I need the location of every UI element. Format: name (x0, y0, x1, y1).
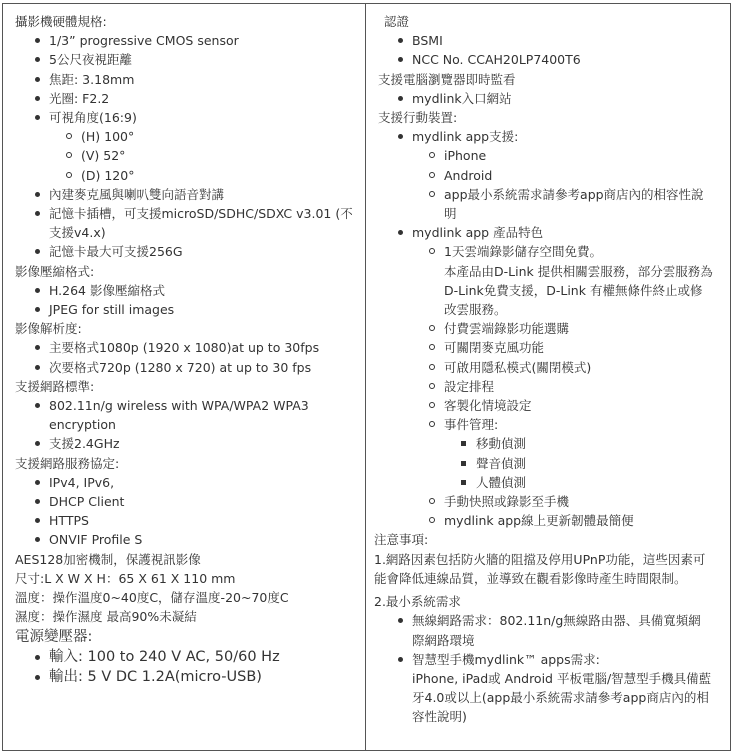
list-item: ONVIF Profile S (15, 530, 360, 549)
list-item: mydlink app 產品特色 (378, 223, 723, 242)
list-item: 移動偵測 (378, 434, 723, 453)
list-item: 事件管理: (378, 415, 723, 434)
list-item: app最小系統需求請參考app商店內的相容性說明 (378, 185, 714, 223)
compression-title: 影像壓縮格式: (15, 263, 95, 279)
aes-text: AES128加密機制，保護視訊影像 (15, 551, 201, 567)
column-divider (365, 3, 366, 751)
network-title: 支援網路標準: (15, 378, 95, 394)
resolution-title: 影像解析度: (15, 321, 82, 337)
list-item: 內建麥克風與喇叭雙向語音對講 (15, 185, 360, 204)
list-item: mydlink app支援: (378, 127, 723, 146)
mobile-title: 支援行動裝置: (378, 110, 458, 126)
list-item: NCC No. CCAH20LP7400T6 (378, 50, 723, 69)
list-item: JPEG for still images (15, 300, 360, 319)
list-item: 輸入: 100 to 240 V AC, 50/60 Hz (15, 647, 360, 667)
list-item: IPv4, IPv6, (15, 473, 360, 492)
list-item: mydlink入口網站 (378, 89, 723, 108)
list-item: iPhone (378, 146, 723, 165)
list-item: 手動快照或錄影至手機 (378, 492, 723, 511)
list-item: 付費雲端錄影功能選購 (378, 319, 723, 338)
list-item: 可視角度(16:9) (15, 108, 360, 127)
list-item: 可啟用隱私模式(關閉模式) (378, 358, 723, 377)
list-item: 1天雲端錄影儲存空間免費。 (378, 242, 723, 261)
list-item: 焦距: 3.18mm (15, 70, 360, 89)
list-item: DHCP Client (15, 492, 360, 511)
right-column (374, 12, 723, 727)
list-item: H.264 影像壓縮格式 (15, 281, 360, 300)
list-item: 設定排程 (378, 377, 723, 396)
list-item: 5公尺夜視距離 (15, 50, 360, 69)
protocol-title: 支援網路服務協定: (15, 455, 120, 471)
list-item: 無線網路需求：802.11n/g無線路由器、具備寬頻網際網路環境 (378, 611, 712, 649)
list-item: (D) 120° (15, 166, 360, 185)
certification-title: 認證 (384, 14, 410, 29)
left-column (15, 12, 360, 687)
list-item: 記憶卡最大可支援256G (15, 242, 360, 261)
temperature-text: 溫度：操作溫度0~40度C，儲存溫度-20~70度C (15, 590, 289, 606)
camera-hardware-title: 攝影機硬體規格: (15, 14, 107, 29)
list-item: (H) 100° (15, 127, 360, 146)
list-item: BSMI (378, 31, 723, 50)
phone-requirement: iPhone, iPad或 Android 平板電腦/智慧型手機具備藍牙4.0或以上(app最小系統需求請參考app商店內的相容性說明) (412, 670, 712, 725)
list-item: 802.11n/g wireless with WPA/WPA2 WPA3 encryption (15, 396, 339, 434)
list-item: 客製化情境設定 (378, 396, 723, 415)
list-item: 人體偵測 (378, 473, 723, 492)
list-item: 可關閉麥克風功能 (378, 338, 723, 357)
list-item: 1/3” progressive CMOS sensor (15, 31, 360, 50)
list-item: mydlink app線上更新韌體最簡便 (378, 511, 723, 530)
list-item: 聲音偵測 (378, 454, 723, 473)
browser-title: 支援電腦瀏覽器即時監看 (378, 71, 516, 87)
list-item: 輸出: 5 V DC 1.2A(micro-USB) (15, 667, 360, 687)
list-item: 記憶卡插槽，可支援microSD/SDHC/SDXC v3.01 (不支援v4.x) (15, 204, 360, 242)
humidity-text: 濕度：操作濕度 最高90%未凝結 (15, 609, 197, 625)
list-item: 次要格式720p (1280 x 720) at up to 30 fps (15, 358, 360, 377)
list-item: 智慧型手機mydlink™ apps需求: (378, 650, 723, 669)
notes-title: 注意事項: (374, 532, 429, 548)
list-item: (V) 52° (15, 146, 360, 165)
power-title: 電源變壓器: (15, 628, 93, 645)
note-1: 1.網路因素包括防火牆的阻擋及停用UPnP功能，這些因素可能會降低連線品質，並導致在觀看影像時產生時間限制。 (374, 551, 706, 586)
list-item: 光圈: F2.2 (15, 89, 360, 108)
list-item: 主要格式1080p (1920 x 1080)at up to 30fps (15, 338, 360, 357)
cloud-service-note: 本產品由D-Link 提供相關雲服務，部分雲服務為D-Link免費支援，D-Link 有權無條件終止或修改雲服務。 (444, 263, 713, 318)
note-2-title: 2.最小系統需求 (374, 594, 461, 610)
list-item: 支援2.4GHz (15, 434, 360, 453)
list-item: HTTPS (15, 511, 360, 530)
list-item: Android (378, 166, 723, 185)
size-text: 尺寸:L X W X H：65 X 61 X 110 mm (15, 570, 236, 586)
